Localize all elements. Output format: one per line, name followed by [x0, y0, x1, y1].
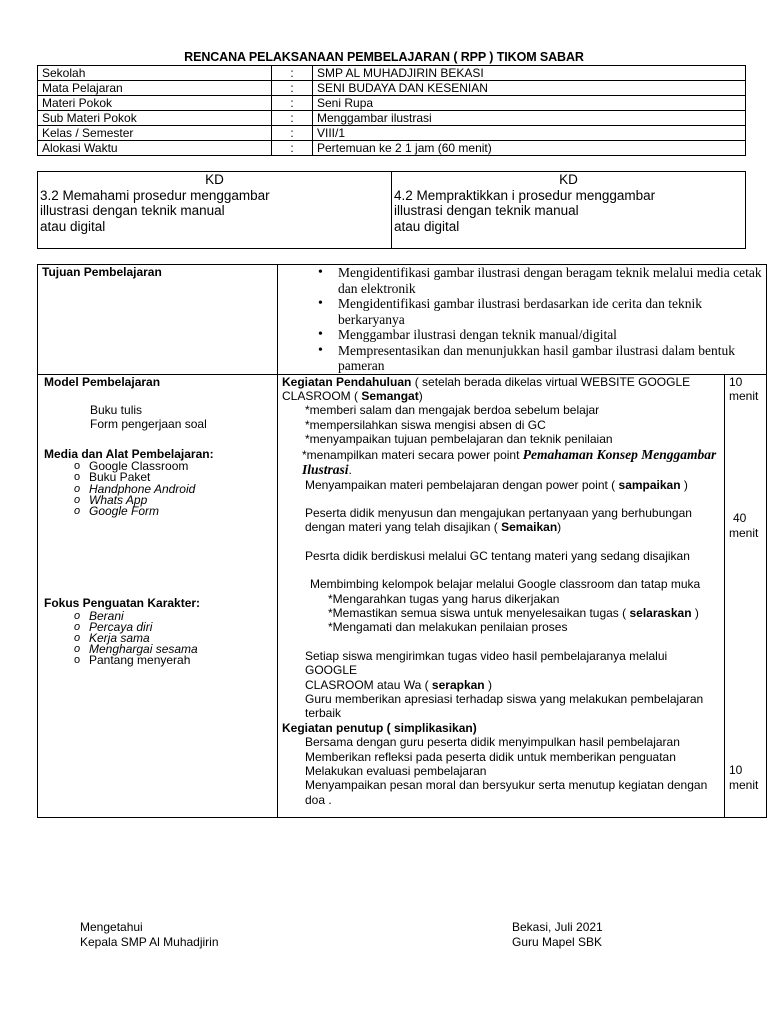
kegiatan-line: dengan materi yang telah disajikan ( Semaikan): [305, 520, 562, 535]
identity-separator: :: [272, 126, 313, 141]
media-label: Media dan Alat Pembelajaran:: [44, 446, 214, 461]
tujuan-item: • Menggambar ilustrasi dengan teknik manual/digital: [318, 327, 762, 343]
identity-label: Sub Materi Pokok: [38, 111, 272, 126]
media-item: o Google Classroom: [89, 461, 273, 472]
tujuan-list-cell: [278, 265, 767, 375]
identity-separator: :: [272, 96, 313, 111]
kegiatan-line: Melakukan evaluasi pembelajaran: [305, 764, 487, 779]
karakter-list: [44, 608, 273, 668]
left-info-cell: [38, 374, 278, 817]
model-item: Form pengerjaan soal: [90, 417, 207, 432]
time-3: 10 menit: [729, 763, 759, 792]
penutup-heading: Kegiatan penutup ( simplikasikan): [282, 720, 477, 735]
identity-value: VIII/1: [313, 126, 746, 141]
kegiatan-line: Menyampaikan materi pembelajaran dengan power point ( sampaikan ): [305, 477, 688, 492]
kegiatan-line: Guru memberikan apresiasi terhadap siswa yang melakukan pembelajaran terbaik: [305, 692, 704, 721]
model-item: Buku tulis: [90, 402, 143, 417]
identity-label: Materi Pokok: [38, 96, 272, 111]
kd-right-line-2: illustrasi dengan teknik manual: [394, 203, 579, 218]
kegiatan-line: Setiap siswa mengirimkan tugas video hasil pembelajaranya melalui GOOGLE: [305, 648, 668, 678]
identity-separator: :: [272, 81, 313, 96]
identity-separator: :: [272, 66, 313, 81]
kegiatan-line: *memberi salam dan mengajak berdoa sebelum belajar: [305, 403, 600, 418]
tujuan-label-cell: [38, 265, 278, 375]
identity-value: SMP AL MUHADJIRIN BEKASI: [313, 66, 746, 81]
media-item: o Handphone Android: [89, 484, 273, 495]
identity-separator: :: [272, 141, 313, 156]
model-label: Model Pembelajaran: [44, 374, 161, 389]
tujuan-label: Tujuan Pembelajaran: [42, 265, 162, 279]
kegiatan-line: *Mengarahkan tugas yang harus dikerjakan: [328, 591, 560, 606]
time-2: 40 menit: [729, 511, 759, 540]
kd-left-line-1: 3.2 Memahami prosedur menggambar: [40, 187, 270, 203]
karakter-item: o Pantang menyerah: [89, 655, 273, 666]
signature-left: Mengetahui Kepala SMP Al Muhadjirin: [80, 920, 219, 949]
kegiatan-line: Bersama dengan guru peserta didik menyimpulkan hasil pembelajaran: [305, 735, 680, 750]
kegiatan-line: *Mengamati dan melakukan penilaian proses: [328, 620, 568, 635]
kd-left-line-3: atau digital: [40, 218, 106, 234]
karakter-label: Fokus Penguatan Karakter:: [44, 596, 201, 611]
main-table: [37, 264, 767, 818]
identity-row: [38, 141, 746, 156]
kd-right-line-1: 4.2 Mempraktikkan i prosedur menggambar: [394, 187, 656, 203]
karakter-item: o Percaya diri: [89, 622, 273, 633]
kegiatan-line: Membimbing kelompok belajar melalui Google classroom dan tatap muka: [310, 577, 701, 592]
signature-right: Bekasi, Juli 2021 Guru Mapel SBK: [512, 920, 603, 949]
kegiatan-line: Pesrta didik berdiskusi melalui GC tentang materi yang sedang disajikan: [305, 548, 690, 563]
kd-left-line-2: illustrasi dengan teknik manual: [40, 203, 225, 218]
identity-row: [38, 96, 746, 111]
kegiatan-line: *Memastikan semua siswa untuk menyelesaikan tugas ( selaraskan ): [328, 605, 699, 620]
kegiatan-line: CLASROOM atau Wa ( serapkan ): [305, 677, 492, 692]
identity-separator: :: [272, 111, 313, 126]
kd-right-header: KD: [559, 172, 578, 187]
identity-label: Alokasi Waktu: [38, 141, 272, 156]
kegiatan-line: Peserta didik menyusun dan mengajukan pertanyaan yang berhubungan: [305, 505, 692, 520]
kegiatan-line: *menampilkan materi secara power point Pemahaman Konsep Menggambar Ilustrasi.: [302, 446, 717, 478]
tujuan-item: • Mengidentifikasi gambar ilustrasi berdasarkan ide cerita dan teknik berkaryanya: [318, 296, 762, 327]
identity-row: [38, 81, 746, 96]
kd-right-line-3: atau digital: [394, 218, 460, 234]
time-1: 10 menit: [729, 374, 759, 403]
media-list: [44, 461, 273, 517]
media-item: o Google Form: [89, 506, 273, 517]
identity-label: Sekolah: [38, 66, 272, 81]
tujuan-item: • Mempresentasikan dan menunjukkan hasil gambar ilustrasi dalam bentuk pameran: [318, 343, 762, 374]
kegiatan-line: Memberikan refleksi pada peserta didik untuk memberikan penguatan: [305, 749, 676, 764]
identity-value: Menggambar ilustrasi: [313, 111, 746, 126]
tujuan-item: • Mengidentifikasi gambar ilustrasi dengan beragam teknik melalui media cetak dan elektronik: [318, 265, 762, 296]
time-cell: [725, 374, 767, 817]
kd-right-cell: [392, 172, 746, 249]
identity-row: [38, 66, 746, 81]
identity-row: [38, 111, 746, 126]
karakter-item: o Berani: [89, 611, 273, 622]
identity-row: [38, 126, 746, 141]
kegiatan-line: *mempersilahkan siswa mengisi absen di GC: [305, 417, 546, 432]
identity-label: Mata Pelajaran: [38, 81, 272, 96]
identity-value: SENI BUDAYA DAN KESENIAN: [313, 81, 746, 96]
kegiatan-line: *menyampaikan tujuan pembelajaran dan teknik penilaian: [305, 432, 613, 447]
kd-table: [37, 171, 746, 249]
identity-value: Pertemuan ke 2 1 jam (60 menit): [313, 141, 746, 156]
document-title: RENCANA PELAKSANAAN PEMBELAJARAN ( RPP ) TIKOM SABAR: [184, 50, 584, 64]
karakter-item: o Kerja sama: [89, 633, 273, 644]
identity-value: Seni Rupa: [313, 96, 746, 111]
identity-label: Kelas / Semester: [38, 126, 272, 141]
kd-left-cell: [38, 172, 392, 249]
pendahuluan-heading: Kegiatan Pendahuluan ( setelah berada dikelas virtual WEBSITE GOOGLE CLASROOM ( Semangat): [282, 374, 691, 403]
tujuan-list: [282, 265, 762, 374]
kegiatan-cell: [278, 374, 725, 817]
kegiatan-line: Menyampaikan pesan moral dan bersyukur serta menutup kegiatan dengan doa .: [305, 778, 708, 807]
media-item: o Whats App: [89, 495, 273, 506]
media-item: o Buku Paket: [89, 472, 273, 483]
identity-table: [37, 65, 746, 156]
kd-left-header: KD: [205, 172, 224, 187]
karakter-item: o Menghargai sesama: [89, 644, 273, 655]
